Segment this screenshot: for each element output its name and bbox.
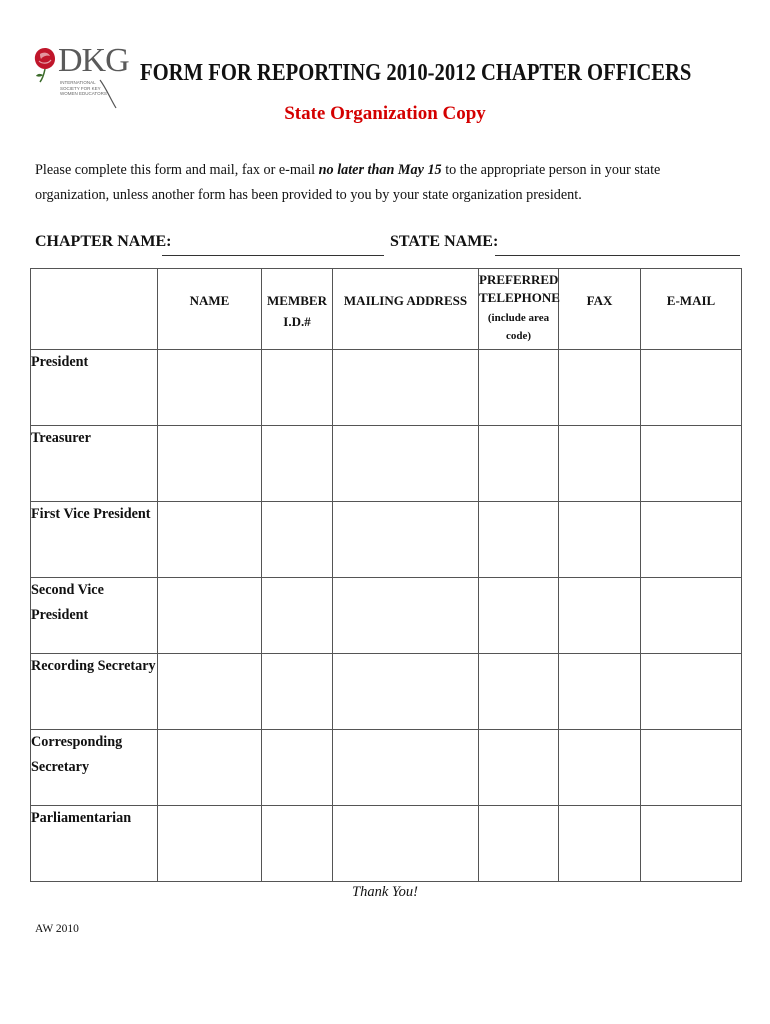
role-label: Recording Secretary (31, 654, 158, 730)
member-id-cell[interactable] (262, 730, 333, 806)
header-office (31, 269, 158, 350)
fax-cell[interactable] (559, 426, 641, 502)
email-cell[interactable] (641, 502, 742, 578)
chapter-name-field[interactable] (162, 255, 384, 256)
fax-cell[interactable] (559, 730, 641, 806)
member-id-cell[interactable] (262, 806, 333, 882)
fax-cell[interactable] (559, 578, 641, 654)
address-cell[interactable] (333, 502, 479, 578)
table-row (31, 426, 742, 502)
header-mailing-address: MAILING ADDRESS (333, 269, 479, 350)
address-cell[interactable] (333, 426, 479, 502)
address-cell[interactable] (333, 806, 479, 882)
officers-table (30, 268, 742, 882)
name-cell[interactable] (158, 426, 262, 502)
rose-icon (30, 44, 60, 84)
header-email: E-MAIL (641, 269, 742, 350)
footer-code: AW 2010 (35, 923, 79, 935)
fax-cell[interactable] (559, 502, 641, 578)
name-cell[interactable] (158, 350, 262, 426)
address-cell[interactable] (333, 578, 479, 654)
member-id-cell[interactable] (262, 426, 333, 502)
role-label: Parliamentarian (31, 806, 158, 882)
email-cell[interactable] (641, 806, 742, 882)
telephone-cell[interactable] (479, 730, 559, 806)
fax-cell[interactable] (559, 806, 641, 882)
deadline-emphasis: no later than May 15 (318, 162, 442, 178)
telephone-cell[interactable] (479, 350, 559, 426)
role-label: Treasurer (31, 426, 158, 502)
instructions (35, 158, 735, 208)
state-name-label: STATE NAME: (390, 233, 499, 250)
table-row (31, 502, 742, 578)
chapter-name-label: CHAPTER NAME: (35, 233, 172, 250)
state-name-field[interactable] (495, 255, 740, 256)
header-member-id: MEMBER I.D.# (262, 269, 333, 350)
thank-you-note: Thank You! (352, 884, 418, 900)
instructions-text-after: to the appropriate person in your state organization, unless another form has been provided to you by your state organization president. (35, 162, 661, 203)
name-cell[interactable] (158, 806, 262, 882)
telephone-cell[interactable] (479, 426, 559, 502)
fax-cell[interactable] (559, 654, 641, 730)
member-id-cell[interactable] (262, 654, 333, 730)
email-cell[interactable] (641, 426, 742, 502)
role-label: Corresponding Secretary (31, 730, 158, 806)
header-fax: FAX (559, 269, 641, 350)
table-row (31, 806, 742, 882)
telephone-cell[interactable] (479, 578, 559, 654)
name-cell[interactable] (158, 502, 262, 578)
table-header-row (31, 269, 742, 350)
telephone-cell[interactable] (479, 806, 559, 882)
address-cell[interactable] (333, 730, 479, 806)
name-fields (35, 233, 745, 259)
table-row (31, 350, 742, 426)
fax-cell[interactable] (559, 350, 641, 426)
table-row (31, 578, 742, 654)
email-cell[interactable] (641, 578, 742, 654)
logo-subtext: INTERNATIONAL SOCIETY FOR KEY WOMEN EDUCATORS (60, 80, 107, 96)
email-cell[interactable] (641, 730, 742, 806)
name-cell[interactable] (158, 730, 262, 806)
header-name: NAME (158, 269, 262, 350)
header-telephone: PREFERRED TELEPHONE (include area code) (479, 269, 559, 350)
telephone-cell[interactable] (479, 654, 559, 730)
member-id-cell[interactable] (262, 350, 333, 426)
instructions-text-before: Please complete this form and mail, fax or e-mail (35, 162, 319, 178)
table-row (31, 730, 742, 806)
address-cell[interactable] (333, 654, 479, 730)
email-cell[interactable] (641, 350, 742, 426)
telephone-cell[interactable] (479, 502, 559, 578)
address-cell[interactable] (333, 350, 479, 426)
member-id-cell[interactable] (262, 502, 333, 578)
role-label: Second Vice President (31, 578, 158, 654)
logo-wordmark: DKG (58, 42, 129, 79)
email-cell[interactable] (641, 654, 742, 730)
dkg-logo (30, 40, 129, 110)
page-title: FORM FOR REPORTING 2010-2012 CHAPTER OFFICERS (140, 60, 692, 86)
role-label: First Vice President (31, 502, 158, 578)
name-cell[interactable] (158, 578, 262, 654)
name-cell[interactable] (158, 654, 262, 730)
table-row (31, 654, 742, 730)
role-label: President (31, 350, 158, 426)
page-subtitle: State Organization Copy (284, 103, 486, 124)
member-id-cell[interactable] (262, 578, 333, 654)
